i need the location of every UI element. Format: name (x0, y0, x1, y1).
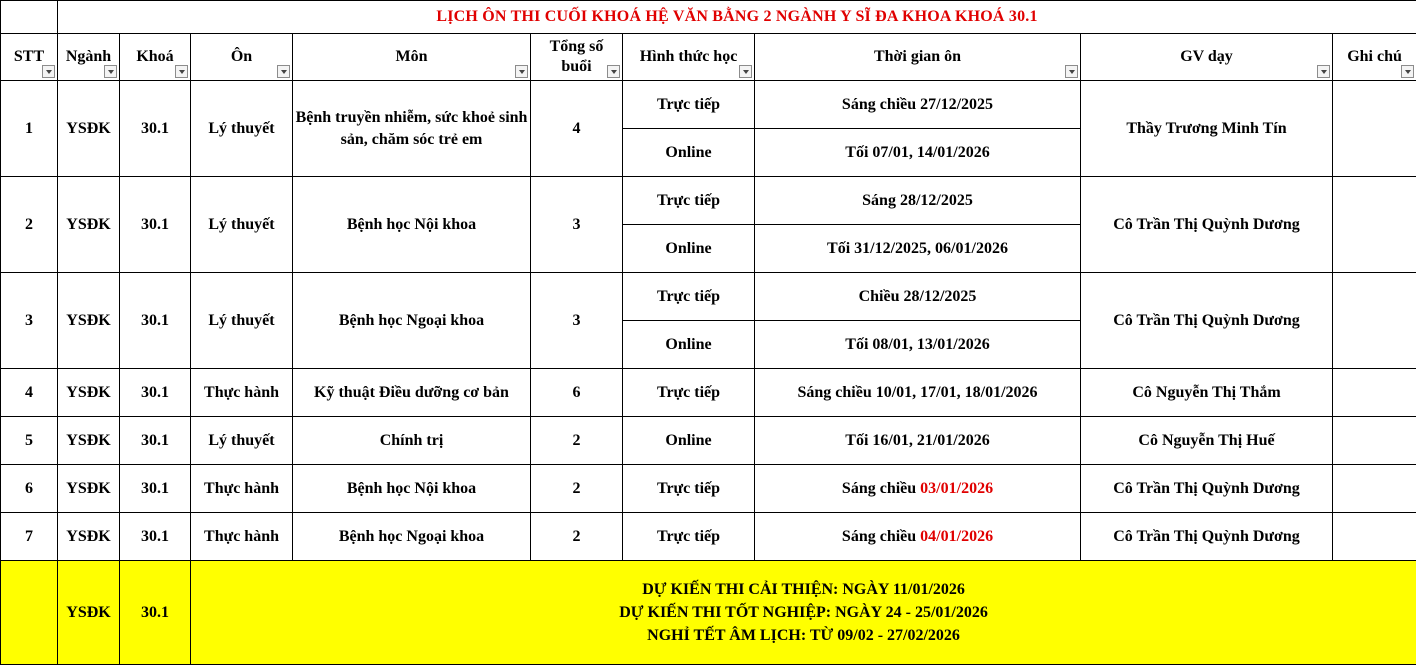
cell-mon[interactable]: Bệnh học Ngoại khoa (293, 273, 531, 369)
header-gv-day[interactable]: GV dạy (1081, 34, 1333, 81)
cell-thoi-gian[interactable]: Tối 16/01, 21/01/2026 (755, 417, 1081, 465)
cell-nganh[interactable]: YSĐK (58, 513, 120, 561)
summary-stt-cell[interactable] (1, 561, 58, 665)
cell-ghi-chu[interactable] (1333, 369, 1416, 417)
cell-thoi-gian[interactable] (755, 513, 1081, 561)
filter-dropdown-icon[interactable] (277, 65, 290, 78)
cell-thoi-gian[interactable]: Tối 31/12/2025, 06/01/2026 (755, 225, 1081, 273)
cell-hinh-thuc[interactable]: Trực tiếp (623, 177, 755, 225)
cell-on[interactable]: Lý thuyết (191, 273, 293, 369)
cell-stt[interactable]: 6 (1, 465, 58, 513)
cell-nganh[interactable]: YSĐK (58, 465, 120, 513)
table-row (1, 273, 1416, 321)
cell-stt[interactable]: 3 (1, 273, 58, 369)
cell-on[interactable]: Lý thuyết (191, 417, 293, 465)
header-nganh[interactable]: Ngành (58, 34, 120, 81)
cell-hinh-thuc[interactable]: Online (623, 129, 755, 177)
cell-ghi-chu[interactable] (1333, 177, 1416, 273)
cell-gv[interactable]: Cô Nguyễn Thị Thắm (1081, 369, 1333, 417)
cell-khoa[interactable]: 30.1 (120, 513, 191, 561)
header-stt[interactable]: STT (1, 34, 58, 81)
time-prefix: Sáng chiều (841, 527, 921, 545)
filter-dropdown-icon[interactable] (607, 65, 620, 78)
cell-mon[interactable]: Bệnh học Nội khoa (293, 465, 531, 513)
cell-khoa[interactable]: 30.1 (120, 465, 191, 513)
table-row (1, 177, 1416, 225)
cell-ghi-chu[interactable] (1333, 465, 1416, 513)
cell-tong-so-buoi[interactable]: 2 (531, 417, 623, 465)
cell-khoa[interactable]: 30.1 (120, 81, 191, 177)
cell-gv[interactable]: Cô Trần Thị Quỳnh Dương (1081, 177, 1333, 273)
cell-stt[interactable]: 5 (1, 417, 58, 465)
cell-gv[interactable]: Cô Trần Thị Quỳnh Dương (1081, 513, 1333, 561)
cell-thoi-gian[interactable]: Sáng 28/12/2025 (755, 177, 1081, 225)
cell-thoi-gian[interactable]: Tối 08/01, 13/01/2026 (755, 321, 1081, 369)
cell-hinh-thuc[interactable]: Trực tiếp (623, 369, 755, 417)
filter-dropdown-icon[interactable] (515, 65, 528, 78)
cell-stt[interactable]: 4 (1, 369, 58, 417)
cell-thoi-gian[interactable]: Chiều 28/12/2025 (755, 273, 1081, 321)
cell-khoa[interactable]: 30.1 (120, 417, 191, 465)
cell-mon[interactable]: Bệnh truyền nhiễm, sức khoẻ sinh sản, chăm sóc trẻ em (293, 81, 531, 177)
filter-dropdown-icon[interactable] (104, 65, 117, 78)
header-hinh-thuc-hoc[interactable]: Hình thức học (623, 34, 755, 81)
table-row (1, 369, 1416, 417)
cell-nganh[interactable]: YSĐK (58, 369, 120, 417)
table-row (1, 513, 1416, 561)
header-ghi-chu[interactable]: Ghi chú (1333, 34, 1416, 81)
cell-nganh[interactable]: YSĐK (58, 177, 120, 273)
time-prefix: Sáng chiều (841, 479, 921, 497)
cell-stt[interactable]: 7 (1, 513, 58, 561)
cell-mon[interactable]: Chính trị (293, 417, 531, 465)
header-tong-so-buoi[interactable]: Tổng số buổi (531, 34, 623, 81)
cell-thoi-gian[interactable] (755, 465, 1081, 513)
filter-dropdown-icon[interactable] (739, 65, 752, 78)
summary-khoa[interactable]: 30.1 (120, 561, 191, 665)
cell-gv[interactable]: Cô Trần Thị Quỳnh Dương (1081, 465, 1333, 513)
cell-on[interactable]: Lý thuyết (191, 81, 293, 177)
cell-ghi-chu[interactable] (1333, 417, 1416, 465)
cell-on[interactable]: Thực hành (191, 369, 293, 417)
cell-hinh-thuc[interactable]: Online (623, 225, 755, 273)
cell-ghi-chu[interactable] (1333, 81, 1416, 177)
cell-gv[interactable]: Cô Nguyễn Thị Huế (1081, 417, 1333, 465)
cell-stt[interactable]: 2 (1, 177, 58, 273)
filter-dropdown-icon[interactable] (1065, 65, 1078, 78)
cell-nganh[interactable]: YSĐK (58, 81, 120, 177)
cell-nganh[interactable]: YSĐK (58, 273, 120, 369)
summary-nganh[interactable]: YSĐK (58, 561, 120, 665)
summary-notes[interactable] (191, 561, 1416, 665)
summary-row (1, 561, 1416, 665)
highlight-date: 04/01/2026 (920, 527, 994, 545)
cell-on[interactable]: Thực hành (191, 465, 293, 513)
cell-hinh-thuc[interactable]: Trực tiếp (623, 465, 755, 513)
corner-cell[interactable] (1, 1, 58, 34)
header-mon[interactable]: Môn (293, 34, 531, 81)
cell-hinh-thuc[interactable]: Trực tiếp (623, 81, 755, 129)
filter-dropdown-icon[interactable] (1317, 65, 1330, 78)
header-thoi-gian-on[interactable]: Thời gian ôn (755, 34, 1081, 81)
cell-ghi-chu[interactable] (1333, 513, 1416, 561)
cell-hinh-thuc[interactable]: Online (623, 417, 755, 465)
cell-mon[interactable]: Bệnh học Nội khoa (293, 177, 531, 273)
filter-dropdown-icon[interactable] (1401, 65, 1414, 78)
cell-thoi-gian[interactable]: Sáng chiều 10/01, 17/01, 18/01/2026 (755, 369, 1081, 417)
summary-line-improvement-exam: DỰ KIẾN THI CẢI THIỆN: NGÀY 11/01/2026 (642, 581, 965, 598)
cell-khoa[interactable]: 30.1 (120, 369, 191, 417)
cell-hinh-thuc[interactable]: Online (623, 321, 755, 369)
cell-hinh-thuc[interactable]: Trực tiếp (623, 513, 755, 561)
cell-mon[interactable]: Bệnh học Ngoại khoa (293, 513, 531, 561)
cell-nganh[interactable]: YSĐK (58, 417, 120, 465)
cell-tong-so-buoi[interactable]: 3 (531, 273, 623, 369)
cell-ghi-chu[interactable] (1333, 273, 1416, 369)
cell-mon[interactable]: Kỹ thuật Điều dưỡng cơ bản (293, 369, 531, 417)
cell-khoa[interactable]: 30.1 (120, 177, 191, 273)
table-row (1, 81, 1416, 129)
cell-tong-so-buoi[interactable]: 2 (531, 513, 623, 561)
cell-on[interactable]: Thực hành (191, 513, 293, 561)
cell-hinh-thuc[interactable]: Trực tiếp (623, 273, 755, 321)
cell-gv[interactable]: Cô Trần Thị Quỳnh Dương (1081, 273, 1333, 369)
filter-dropdown-icon[interactable] (175, 65, 188, 78)
table-row (1, 465, 1416, 513)
cell-tong-so-buoi[interactable]: 3 (531, 177, 623, 273)
cell-thoi-gian[interactable]: Sáng chiều 27/12/2025 (755, 81, 1081, 129)
highlight-date: 03/01/2026 (920, 479, 994, 497)
cell-gv[interactable]: Thầy Trương Minh Tín (1081, 81, 1333, 177)
header-on[interactable]: Ôn (191, 34, 293, 81)
cell-tong-so-buoi[interactable]: 2 (531, 465, 623, 513)
cell-thoi-gian[interactable]: Tối 07/01, 14/01/2026 (755, 129, 1081, 177)
summary-line-graduation-exam: DỰ KIẾN THI TỐT NGHIỆP: NGÀY 24 - 25/01/2026 (619, 604, 988, 621)
cell-khoa[interactable]: 30.1 (120, 273, 191, 369)
header-khoa[interactable]: Khoá (120, 34, 191, 81)
cell-stt[interactable]: 1 (1, 81, 58, 177)
page-title[interactable]: LỊCH ÔN THI CUỐI KHOÁ HỆ VĂN BẰNG 2 NGÀNH Y SĨ ĐA KHOA KHOÁ 30.1 (58, 1, 1416, 34)
cell-on[interactable]: Lý thuyết (191, 177, 293, 273)
cell-tong-so-buoi[interactable]: 6 (531, 369, 623, 417)
table-row (1, 417, 1416, 465)
cell-tong-so-buoi[interactable]: 4 (531, 81, 623, 177)
filter-dropdown-icon[interactable] (42, 65, 55, 78)
summary-line-tet-holiday: NGHỈ TẾT ÂM LỊCH: TỪ 09/02 - 27/02/2026 (647, 627, 960, 644)
